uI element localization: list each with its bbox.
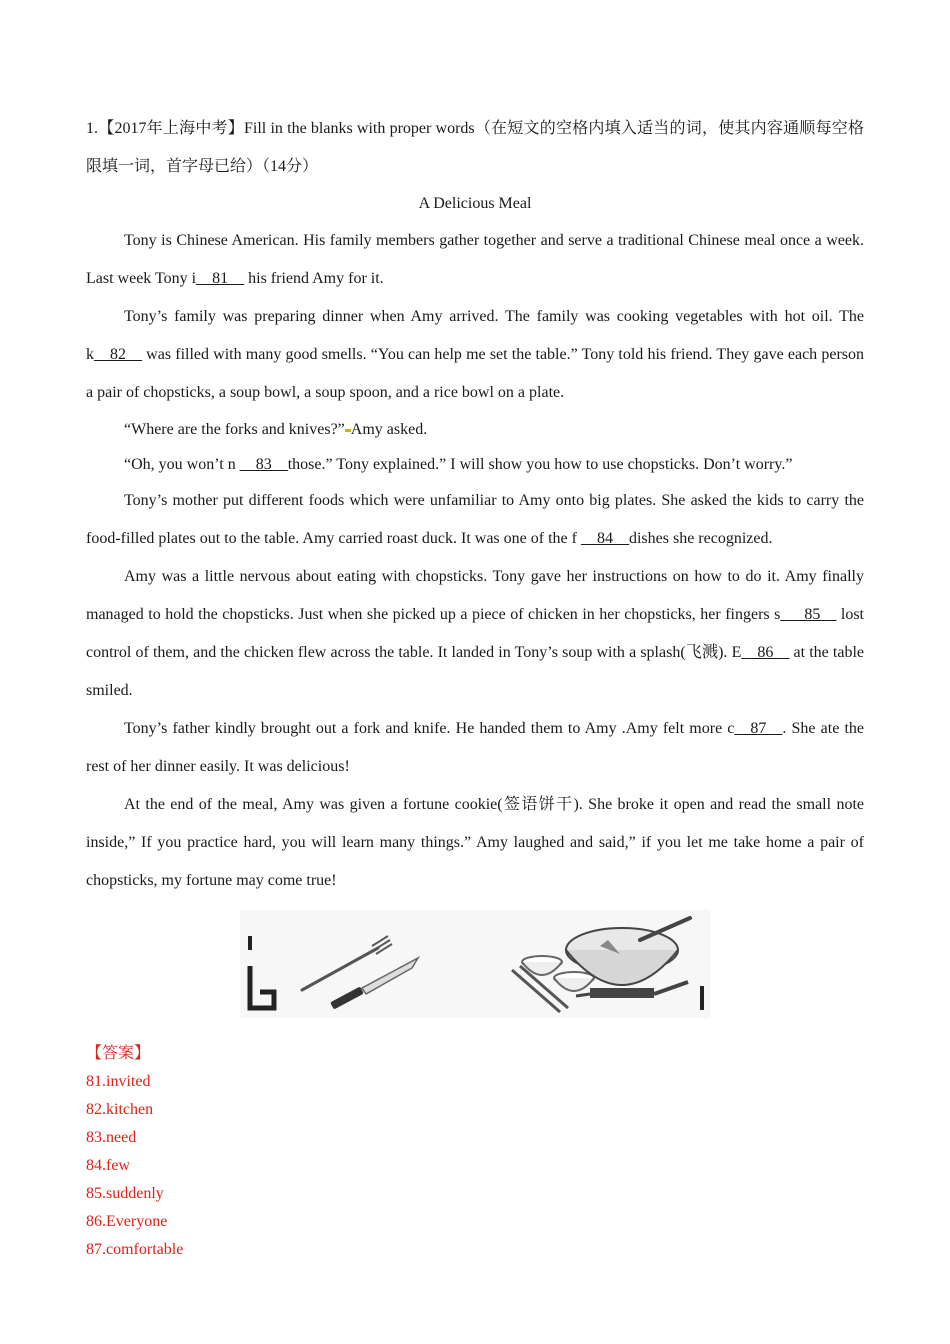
blank-85[interactable]: ___85__ <box>780 606 837 623</box>
tableware-drawing <box>240 910 710 1018</box>
paragraph-7 <box>86 710 864 786</box>
blank-84[interactable]: __84__ <box>580 530 629 547</box>
tableware-illustration <box>240 910 710 1018</box>
paragraph-text: his friend Amy for it. <box>244 270 384 287</box>
paragraph-text: Tony’s family was preparing dinner when Amy arrived. The family was cooking vegetables with hot oil. The k <box>86 308 864 363</box>
answer-item: 82.kitchen <box>86 1101 154 1118</box>
paragraph-text: was filled with many good smells. “You can help me set the table.” Tony told his friend. They gave each person a pair of chopsticks, a soup bowl, a soup spoon, and a rice bowl on a plate. <box>86 346 864 401</box>
paragraph-text: Amy was a little nervous about eating with chopsticks. Tony gave her instructions on how to do it. Amy finally managed to hold the chopsticks. Just when she picked up a piece of chicken in her chopsticks, her fingers s <box>86 568 864 623</box>
answer-item: 85.suddenly <box>86 1185 164 1202</box>
question-header <box>86 110 864 186</box>
answer-heading: 【答案】 <box>86 1045 151 1062</box>
blank-82[interactable]: __82__ <box>94 346 142 363</box>
paragraph-1 <box>86 222 864 298</box>
paragraph-text: Tony’s mother put different foods which were unfamiliar to Amy onto big plates. She asked the kids to carry the food-filled plates out to the table. Amy carried roast duck. It was one of the f <box>86 492 864 547</box>
paragraph-4 <box>86 447 864 482</box>
paragraph-text: Tony’s father kindly brought out a fork and knife. He handed them to Amy .Amy felt more c <box>124 720 735 737</box>
paragraph-text: Tony is Chinese American. His family members gather together and serve a traditional Chinese meal once a week. Last week Tony i <box>86 232 864 287</box>
question-instruction: Fill in the blanks with proper words（在短文的空格内填入适当的词，使其内容通顺每空格限填一词，首字母已给）（14分） <box>86 120 864 175</box>
answer-item: 86.Everyone <box>86 1213 168 1230</box>
exam-page <box>86 110 864 1264</box>
answer-item: 87.comfortable <box>86 1241 184 1258</box>
paragraph-text: “Oh, you won’t n <box>124 456 240 473</box>
passage-title: A Delicious Meal <box>418 195 532 212</box>
answer-item: 84.few <box>86 1157 130 1174</box>
paragraph-text: dishes she recognized. <box>628 530 773 547</box>
paragraph-text: at the table smiled. <box>86 644 864 699</box>
answer-section <box>86 1040 864 1264</box>
paragraph-text: “Where are the forks and knives?” <box>124 421 345 438</box>
blank-81[interactable]: __81__ <box>196 270 245 287</box>
answer-item: 83.need <box>86 1129 137 1146</box>
paragraph-text: . She ate the rest of her dinner easily. It was delicious! <box>86 720 864 775</box>
question-number: 1. <box>86 120 98 137</box>
blank-87[interactable]: __87__ <box>734 720 783 737</box>
paragraph-text: lost control of them, and the chicken flew across the table. It landed in Tony’s soup with a splash(飞溅). E <box>86 606 865 661</box>
blank-83[interactable]: __83__ <box>239 456 288 473</box>
paragraph-text: Amy asked. <box>350 421 428 438</box>
paragraph-6 <box>86 558 864 710</box>
answer-item: 81.invited <box>86 1073 151 1090</box>
paragraph-text: those.” Tony explained.” I will show you how to use chopsticks. Don’t worry.” <box>287 456 793 473</box>
paragraph-8: At the end of the meal, Amy was given a fortune cookie(签语饼干). She broke it open and read the small note inside,” If you practice hard, you will learn many things.” Amy laughed and said,” if you let me take home a pair of chopsticks, my fortune may come true! <box>86 796 864 889</box>
question-source: 2017年上海中考 <box>114 120 228 137</box>
bracket-open: 【 <box>98 120 115 137</box>
paragraph-2 <box>86 298 864 412</box>
bracket-close: 】 <box>227 120 245 137</box>
paragraph-3 <box>86 412 864 447</box>
edge-mark-icon <box>700 986 704 1010</box>
blank-86[interactable]: __86__ <box>741 644 790 661</box>
paragraph-5 <box>86 482 864 558</box>
